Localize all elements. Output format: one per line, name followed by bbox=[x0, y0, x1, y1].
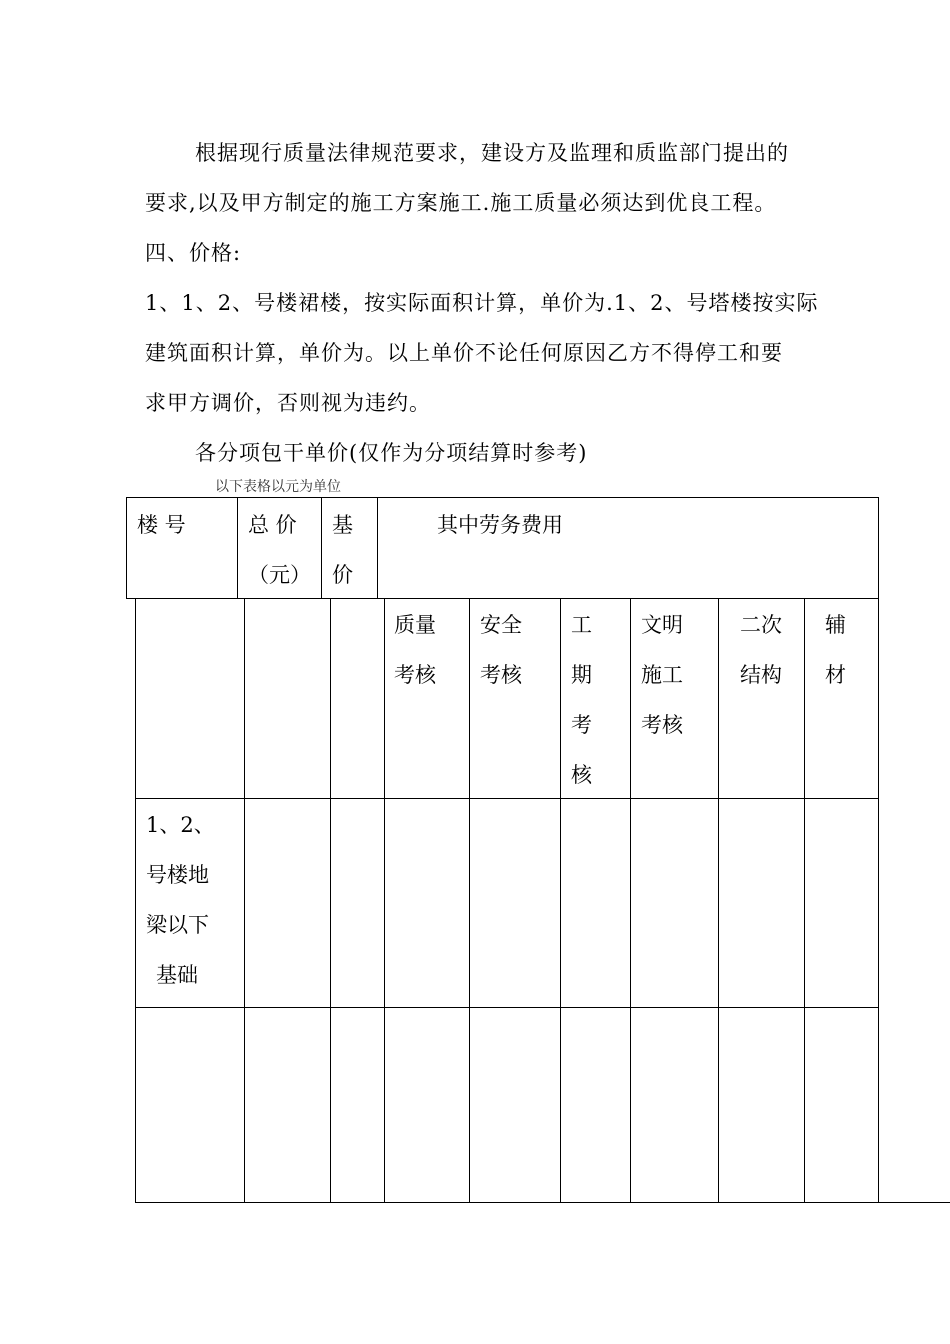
table-divider bbox=[377, 497, 378, 599]
header-building-no: 楼 号 bbox=[137, 513, 186, 537]
paragraph-1-line-2: 要求,以及甲方制定的施工方案施工.施工质量必须达到优良工程。 bbox=[145, 191, 777, 215]
subheader-safety-line2: 考核 bbox=[480, 663, 522, 687]
subheader-schedule-line3: 考 bbox=[571, 713, 592, 737]
unit-note: 以下表格以元为单位 bbox=[215, 479, 341, 495]
subheader-civilized-line1: 文明 bbox=[641, 613, 683, 637]
table-divider bbox=[718, 598, 719, 1203]
table-border-left bbox=[135, 598, 136, 1203]
subheader-schedule-line2: 期 bbox=[571, 663, 592, 687]
row-1-building-line3: 梁以下 bbox=[146, 913, 209, 937]
table-border-top bbox=[126, 497, 878, 498]
subheader-auxiliary-line1: 辅 bbox=[825, 613, 846, 637]
paragraph-2-line-1: 1、1、2、号楼裙楼，按实际面积计算，单价为.1、2、号塔楼按实际 bbox=[145, 291, 819, 315]
row-1-building-line1: 1、2、 bbox=[146, 813, 215, 837]
row-1-building-line2: 号楼地 bbox=[146, 863, 209, 887]
header-total-price-line1: 总 价 bbox=[248, 513, 297, 537]
row-1-building-line4: 基础 bbox=[156, 963, 198, 987]
subheader-schedule-line1: 工 bbox=[571, 613, 592, 637]
table-row-divider bbox=[135, 798, 878, 799]
subheader-schedule-line4: 核 bbox=[571, 763, 592, 787]
subheader-civilized-line2: 施工 bbox=[641, 663, 683, 687]
table-divider bbox=[244, 598, 245, 1203]
table-row-divider bbox=[135, 1007, 878, 1008]
subheader-auxiliary-line2: 材 bbox=[825, 663, 846, 687]
subheader-safety-line1: 安全 bbox=[480, 613, 522, 637]
subheader-civilized-line3: 考核 bbox=[641, 713, 683, 737]
section-heading-price: 四、价格: bbox=[145, 241, 242, 265]
table-divider bbox=[560, 598, 561, 1203]
table-divider bbox=[384, 598, 385, 1203]
table-border-right-header bbox=[878, 497, 879, 599]
table-divider bbox=[630, 598, 631, 1203]
table-border-bottom bbox=[135, 1202, 950, 1203]
paragraph-1-line-1: 根据现行质量法律规范要求，建设方及监理和质监部门提出的 bbox=[195, 141, 789, 165]
table-divider bbox=[321, 497, 322, 599]
table-header-divider bbox=[126, 598, 878, 599]
table-divider bbox=[804, 598, 805, 1203]
table-divider bbox=[237, 497, 238, 599]
table-divider bbox=[469, 598, 470, 1203]
paragraph-2-line-3: 求甲方调价，否则视为违约。 bbox=[145, 391, 431, 415]
header-labor-cost: 其中劳务费用 bbox=[437, 513, 563, 537]
table-divider bbox=[330, 598, 331, 1203]
table-border-right bbox=[878, 598, 879, 1203]
header-base-price-line1: 基 bbox=[332, 513, 353, 537]
header-base-price-line2: 价 bbox=[332, 563, 353, 587]
subheader-quality-line1: 质量 bbox=[394, 613, 436, 637]
subheader-secondary-structure-line2: 结构 bbox=[740, 663, 782, 687]
table-caption: 各分项包干单价(仅作为分项结算时参考) bbox=[195, 441, 588, 465]
table-border-left-header bbox=[126, 497, 127, 599]
header-total-price-line2: （元） bbox=[248, 563, 311, 587]
subheader-quality-line2: 考核 bbox=[394, 663, 436, 687]
paragraph-2-line-2: 建筑面积计算，单价为。以上单价不论任何原因乙方不得停工和要 bbox=[145, 341, 783, 365]
subheader-secondary-structure-line1: 二次 bbox=[740, 613, 782, 637]
